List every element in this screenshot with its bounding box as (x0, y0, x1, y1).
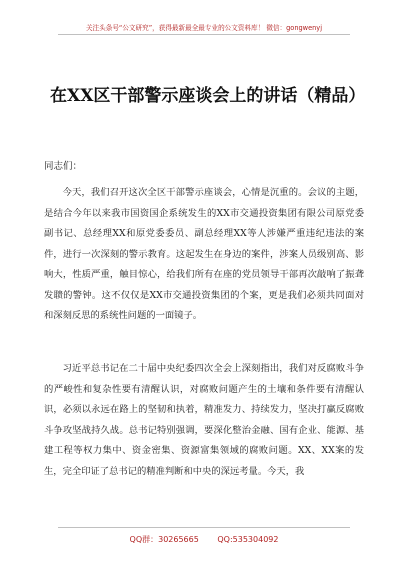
header-banner: 关注头条号“公文研究”，获得最新最全最专业的公文资料库！ 微信：gongwenyj (85, 24, 323, 32)
footer (0, 534, 408, 545)
footer-qq-group: QQ群：30265665 (129, 535, 199, 544)
document-title: 在XX区干部警示座谈会上的讲话（精品） (50, 86, 366, 106)
footer-divider (58, 527, 350, 528)
body-paragraph-1: 今天，我们召开这次全区干部警示座谈会，心情是沉重的。会议的主题，是结合今年以来我市国资国企系统发生的XX市交通投资集团有限公司原党委副书记、总经理XX和原党委委员、副总经理XX等人涉嫌严重违纪违法的案件，进行一次深刻的警示教育。这起发生在身边的案件，涉案人员级别高、影响大，性质严重，触目惊心，给我们所有在座的党员领导干部再次敲响了振聋发聩的警钟。这不仅仅是XX市交通投资集团的个案，更是我们必须共同面对和深刻反思的系统性问题的一面镜子。 (44, 187, 364, 321)
header-divider (58, 34, 350, 35)
salutation: 同志们： (44, 161, 83, 172)
body-paragraph-2: 习近平总书记在二十届中央纪委四次全会上深刻指出，我们对反腐败斗争的严峻性和复杂性要有清醒认识，对腐败问题产生的土壤和条件要有清醒认识，必须以永远在路上的坚韧和执着，精准发力、持续发力，坚决打赢反腐败斗争攻坚战持久战。总书记特别强调，要深化整治金融、国有企业、能源、基建工程等权力集中、资金密集、资源富集领域的腐败问题。XX、XX案的发生，完全印证了总书记的精准判断和中央的深远考量。今天，我 (44, 363, 364, 477)
footer-qq-contact: QQ:535304092 (217, 535, 279, 544)
